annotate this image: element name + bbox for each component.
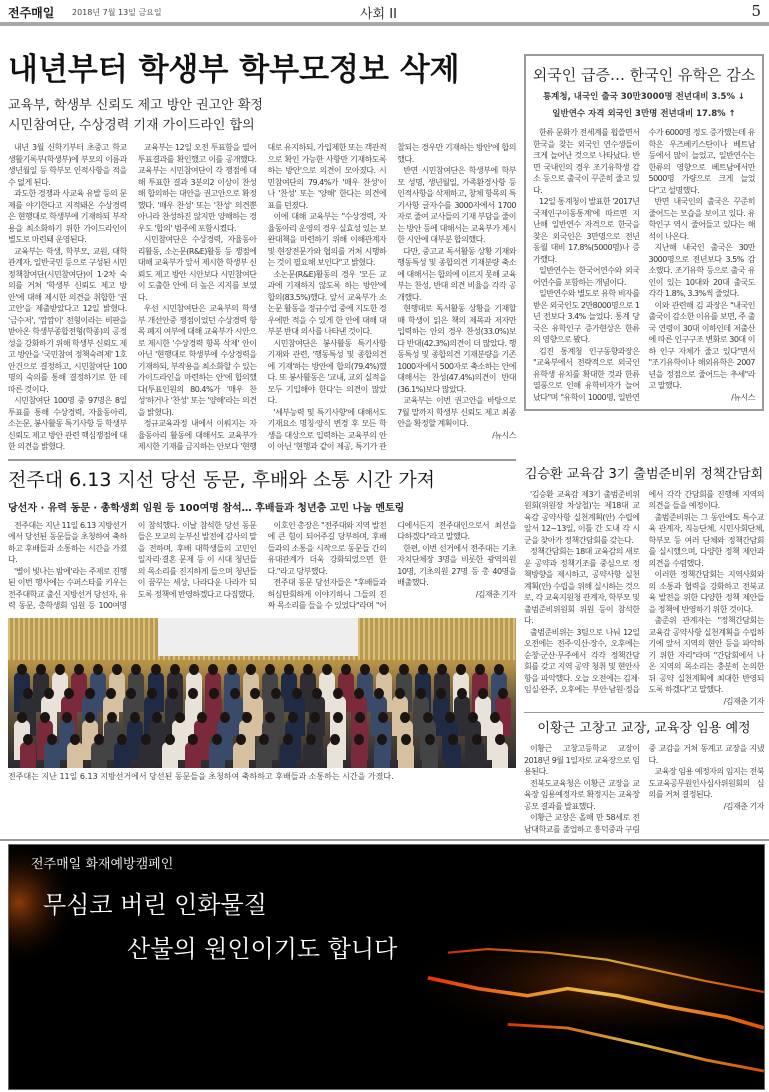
paragraph: 전북도교육청은 이황근 교장을 교육장 임용예정자로 확정지는 교육장 공모 결과를 발표했다.: [524, 778, 640, 811]
page-number: 5: [751, 2, 761, 20]
newspaper-logo: 전주매일: [8, 6, 55, 20]
person-head: [333, 712, 343, 723]
person-head: [360, 664, 370, 675]
person-head: [64, 688, 74, 699]
person-head: [141, 734, 151, 745]
top-band: [0, 28, 769, 453]
paragraph: 반면 내국인의 출국은 꾸준히 줄어드는 모습을 보이고 있다. 유학인구 역시 줄어들고 있다는 해석이 나온다.: [648, 197, 755, 241]
paragraph: 이러한 정책간담회는 지역사회와의 소통과 협력을 강화하고 전북교육 발전을 위한 다양한 정책 제안들을 정책에 반영하기 위한 것이다.: [648, 570, 764, 614]
person-head: [36, 664, 46, 675]
photo-caption: 전주대는 지난 11일 6.13 지방선거에서 당선된 동문들을 초청하여 축하하고 후배들과 소통하는 시간을 가졌다.: [8, 771, 394, 781]
box-headline: 외국인 급증… 한국인 유학은 감소: [532, 66, 756, 84]
person-head: [17, 712, 27, 723]
jeonju-univ-article: [8, 459, 516, 836]
paragraph: 이황근 고창고등학교 교장이 2018년 9월 1일자로 교육장으로 임용된다.: [524, 744, 640, 776]
person-head: [188, 688, 198, 699]
box-subhead-1: 통계청, 내국인 출국 30만3000명 전년대비 3.5% ↓: [542, 92, 746, 102]
person-head: [322, 664, 332, 675]
person-head: [236, 734, 246, 745]
person-head: [250, 688, 260, 699]
paragraph: '김승환 교육감 제3기 출범준비위원회(위원장 차상철)'는 제18대 교육감 공약사항 실천계획(안) 수립에 앞서 12~13일, 이틀 간 도내 각 시군을 찾아가 정책간담회를 갖는다.: [524, 489, 640, 545]
person-figure: [162, 742, 178, 768]
person-head: [283, 734, 293, 745]
paragraph: 12일 통계청이 발표한 '2017년 국제인구이동통계'에 따르면 지난해 일반연수 자격으로 한국을 찾은 외국인은 3만명으로 전년 동월 대비 17.8%(5000명)나 증가했다.: [533, 197, 640, 264]
photo-banner: [158, 618, 358, 656]
right-column-bottom: [524, 459, 764, 836]
paragraph: 일반연수는 한국어연수와 외국어연수를 포함하는 개념이다.: [533, 266, 640, 287]
person-figure: [327, 742, 343, 768]
person-figure: [492, 742, 508, 768]
person-figure: [67, 742, 83, 768]
person-head: [175, 712, 185, 723]
person-head: [112, 664, 122, 675]
person-head: [437, 664, 447, 675]
paragraph: 이와 관련해 김 과장은 "내국인 출국이 감소한 이유를 보면, 주 출국 연령이 30대 이하인데 저출산에 따른 인구구조 변화로 30대 이하 인구 자체가 줄고 있다"면서 "조기유학이나 해외유학은 2007년을 정점으로 줄어드는 추세"라고 말했다.: [648, 300, 755, 390]
paragraph: 과도한 경쟁과 사교육 유발 등의 문제를 야기한다고 지적돼온 수상경력은 현행대로 학생부에 기재하되 부작용을 최소화하기 위한 가이드라인이 별도로 마련돼 운영된다.: [8, 189, 127, 244]
main-subhead-1: 교육부, 학생부 신뢰도 제고 방안 권고안 확정: [8, 98, 263, 113]
person-head: [152, 712, 162, 723]
person-head: [472, 734, 482, 745]
person-figure: [138, 742, 154, 768]
person-head: [456, 664, 466, 675]
person-head: [478, 688, 488, 699]
principal-body: [524, 743, 764, 835]
paragraph: 시민참여단은 봉사활동 특기사항 기재와 관련, '행동특성 및 종합의견에 기재'하는 방안에 합의(79.4%)했다. 또 봉사활동은 '교내, 교외 실적을 모두 기입해야 한다'는 의견이 많았다.: [267, 338, 387, 405]
person-head: [400, 712, 410, 723]
ad-divider: [0, 839, 769, 841]
person-figure: [185, 742, 201, 768]
box-subhead-2: 일반연수 자격 외국인 3만명 전년대비 17.8% ↑: [552, 109, 736, 119]
person-head: [333, 688, 343, 699]
paragraph: 김진 통계청 인구동향과장은 "교육부에서 전략적으로 외국인 유학생 유치를 확대한 것과 한류 열풍으로 인해 유학비자가 늘어났다"며 "유학이 1000명, 일반연수가 6000명 정도 증가했는데 유학은 우즈베키스탄이나 베트남 등에서 많이 늘었고, 일반연수는 한류의 영향으로 베트남에서만 5000명 가량으로 크게 늘었다"고 설명했다.: [533, 128, 755, 402]
ad-slogan-line-1: 무심코 버린 인화물질: [43, 891, 267, 919]
paragraph: 교육장 임용 예정자의 임지는 전북도교육공무원인사심사위원회의 심의를 거쳐 결정된다.: [648, 767, 764, 799]
paragraph: 우선 시민참여단은 교육부의 학생부 개선안중 쟁점이었던 수상경력 항목 폐지 여부에 대해 교육부가 시안으로 제시한 '수상경력 항목 삭제' 안이 아닌 '현행대로 학생부에 수상경력을 기재하되, 부작용을 최소화할 수 있는 가이드라인을 마련하는 안'에 합의했다(투표인원의 80.4%가 '매우 찬성'하거나 '찬성' 또는 '양해'라는 의견을 밝혔다).: [137, 304, 257, 417]
ad-section: [0, 835, 769, 1092]
person-head: [416, 688, 426, 699]
foreign-students-box: [524, 54, 764, 411]
paragraph: '별이 빛나는 밤에'라는 주제로 진행된 이번 행사에는 수퍼스타를 키우는 전주대학교 출신 지방선거 당선자, 유력 동문, 총학생회 임원 등 100여명이 참석했다. 이날 참석한 당선 동문들은 모교의 눈부신 발전에 감사의 말을 전하며, 후배 대학생들의 고민인 일자리·결혼 문제 등 이 시대 청년들의 목소리를 진지하게 들으며 청년들이 꿈꾸는 세상, 나라다운 나라가 되도록 정책에 반영하겠다고 다짐했다.: [8, 520, 257, 610]
person-figure: [209, 742, 225, 768]
person-head: [170, 664, 180, 675]
person-figure: [91, 742, 107, 768]
education-chief-body: [524, 489, 764, 708]
person-head: [40, 712, 50, 723]
person-head: [242, 712, 252, 723]
person-head: [85, 712, 95, 723]
person-head: [494, 664, 504, 675]
person-head: [265, 664, 275, 675]
person-head: [230, 688, 240, 699]
person-head: [475, 664, 485, 675]
person-figure: [351, 742, 367, 768]
section-title: 사회 II: [360, 7, 397, 22]
person-figure: [445, 742, 461, 768]
person-figure: [44, 742, 60, 768]
paragraph: 소논문(R&E)활동의 경우 '모든 교과에 기재하지 않도록 하는 방안'에 합의(83.5%)했다. 앞서 교육부가 소논문 활동을 정규수업 중에 지도한 경우에만 적을 수 있게 한 안에 대해 대부분 반대 의사를 나타낸 것이다.: [267, 269, 387, 336]
person-head: [126, 688, 136, 699]
paragraph: 내년 3월 신학기부터 초중고 학교생활기록부(학생부)에 부모의 이름과 생년월일 등 학부모 인적사항을 적을 수 없게 된다.: [8, 143, 127, 187]
paragraph: 교육부는 학생, 학부모, 교원, 대학 관계자, 일반국민 등으로 구성된 시민정책참여단(시민참여단)이 1·2차 숙의를 거쳐 '학생부 신뢰도 제고 방안'에 대해 제시한 의견을 취합한 '권고안'을 제출받았다고 12일 밝혔다. '금수저', '깜깜이' 전형이라는 비판을 받아온 학생부종합전형(학종)의 공정성을 강화하기 위해 학생부 신뢰도 제고 방안을 '국민참여 정책숙려제' 1호 안건으로 결정하고, 시민참여단 100명의 숙의를 통해 결정하기로 한 데 따른 것이다.: [8, 246, 127, 394]
person-figure: [256, 742, 272, 768]
paragraph: 반면 시민참여단은 학생부에 학부모 성명, 생년월일, 가족환경사항 등 인적사항을 삭제하고, 창체 항목의 특기사항 글자수를 3000자에서 1700자로 줄여 교사들의 기재 부담을 줄이는 방안 등에 대해서는 교육부가 제시한 시안에 대부분 합의했다.: [397, 166, 516, 244]
paragraph: 출범준비위는 3팀으로 나눠 12일 오전에는 전주·익산·장수, 오후에는 순창·군산·무주에서 각각 정책간담회를 갖고 지역 공약 청취 및 현안사항을 파악했다. 오늘 오전에는 김제·임실·완주, 오후에는 부안·남원·정읍에서 각각 간담회를 진행해 지역의 의견을 들을 예정이다.: [524, 489, 764, 694]
paragraph: 이황근 교장은 올해 만 58세로 전남대학교를 졸업하고 흥덕중과 구림중 교감을 거쳐 동계고 교장을 지냈다.: [524, 744, 764, 834]
person-head: [374, 688, 384, 699]
paragraph: 다만, 중고교 독서활동 상황 기재와 행동특성 및 종합의견 기재분량 축소에 대해서는 합의에 이르지 못해 교육부는 찬성, 반대 의견 비율을 각각 공개했다.: [397, 246, 516, 302]
person-head: [23, 688, 33, 699]
paragraph: 전주대는 지난 11일 6.13 지방선거에서 당선된 동문들을 초청하여 축하하고 후배들과 소통하는 시간을 가졌다.: [8, 520, 127, 564]
person-head: [131, 664, 141, 675]
person-head: [423, 712, 433, 723]
person-head: [457, 688, 467, 699]
person-head: [377, 734, 387, 745]
person-head: [378, 712, 388, 723]
person-head: [418, 664, 428, 675]
person-head: [209, 688, 219, 699]
person-head: [85, 688, 95, 699]
person-head: [265, 712, 275, 723]
person-figure: [374, 742, 390, 768]
person-head: [55, 664, 65, 675]
person-figure: [20, 742, 36, 768]
person-head: [498, 688, 508, 699]
person-head: [445, 712, 455, 723]
paragraph: 교육부는 12일 오전 투표함을 열어 투표결과를 확인했고 이를 공개했다. 교육부는 시민참여단이 각 쟁점에 대해 투표한 결과 3분의2 이상이 찬성해 합의하는 대안을 권고안으로 확정했다. '매우 찬성' 또는 '찬성' 의견뿐 아니라 찬성하진 않지만 양해하는 경우도 '합의' 범주에 포함시켰다.: [137, 143, 257, 233]
person-head: [355, 712, 365, 723]
person-head: [147, 688, 157, 699]
box-body: [533, 127, 755, 403]
person-head: [259, 734, 269, 745]
person-head: [425, 734, 435, 745]
person-head: [284, 664, 294, 675]
issue-date: 2018년 7월 13일 금요일: [72, 8, 162, 17]
paragraph: 이호인 총장은 "전주대와 지역 발전에 큰 힘이 되어주길 당부하며, 후배들과의 소통을 시작으로 동문들 간의 유대관계가 더욱 강화되었으면 한다."라고 당부했다.: [267, 520, 387, 576]
jeonju-univ-headline: 전주대 6.13 지선 당선 동문, 후배와 소통 시간 가져: [8, 468, 436, 491]
paragraph: 시민참여단 100명 중 97명은 8일 투표를 통해 수상경력, 자율동아리, 소논문, 봉사활동 특기사항 등 학생부 신뢰도 제고 방안 관련 핵심쟁점에 대한 의견을 밝혔다.: [8, 396, 127, 451]
person-head: [271, 688, 281, 699]
person-head: [354, 688, 364, 699]
person-head: [436, 688, 446, 699]
paragraph: 출범준비위는 그 동안에도 특수교육 관계자, 직능단체, 시민사회단체, 학부모 등 여러 단체와 정책간담회를 실시했으며, 다양한 정책 제안과 의견을 수렴했다.: [648, 512, 764, 568]
main-headline: 내년부터 학생부 학부모정보 삭제: [8, 52, 460, 88]
main-article: [8, 28, 516, 453]
person-head: [395, 688, 405, 699]
paragraph: 교육부는 이번 권고안을 바탕으로 7월 말까지 학생부 신뢰도 제고 최종안을 확정할 계획이다.: [397, 396, 516, 428]
person-head: [379, 664, 389, 675]
section-divider: [8, 459, 516, 461]
person-head: [399, 664, 409, 675]
paragraph: 전주대 동문 당선자들은 "후배들과 허심탄회하게 이야기하니 그들의 진짜 목소리를 들을 수 있었다"라며 "어디에서든지 전주대인으로서 최선을 다하겠다"라고 말했다.: [267, 520, 516, 610]
person-figure: [422, 742, 438, 768]
person-figure: [469, 742, 485, 768]
ad-slogan-line-2: 산불의 원인이기도 합니다: [127, 935, 398, 963]
person-head: [212, 734, 222, 745]
paragraph: 정규교육과정 내에서 이뤄지는 자율동아리 활동에 대해서도 교육부가 제시한 기재를 금지하는 안보다 '현행대로 유지하되, 가입제한 또는 객관적으로 확인 가능한 사항만 기재하도록 하는 방안'으로 의견이 모아졌다. 시민참여단의 79.4%가 '매우 찬성'이나 '찬성' 또는 '양해' 한다는 의견에 표를 던졌다.: [137, 143, 387, 451]
page-header: [0, 0, 769, 28]
person-head: [448, 734, 458, 745]
byline: /뉴시스: [492, 430, 516, 440]
person-head: [292, 688, 302, 699]
paragraph: 정책간담회는 18대 교육감의 새로운 공약과 정책기조를 중심으로 정책방향을 제시하고, 공약사항 실천계획(안) 수립을 위해 실시하는 것으로, 각 교육지원청 관계자, 학부모 및 출범준비위원회 위원 등이 참석한다.: [524, 547, 640, 625]
person-head: [17, 664, 27, 675]
person-head: [23, 734, 33, 745]
paragraph: 지난해 내국인 출국은 30만3000명으로 전년보다 3.5% 감소했다. 조기유학 등으로 출국 유인이 있는 10대와 20대 출국도 각각 1.8%, 3.3%씩 줄었다.: [648, 243, 755, 298]
person-head: [197, 712, 207, 723]
person-head: [490, 712, 500, 723]
person-head: [130, 712, 140, 723]
byline: /김재춘 기자: [723, 801, 764, 811]
person-head: [354, 734, 364, 745]
fire-prevention-ad: [8, 844, 765, 1090]
wildfire-image: [9, 845, 764, 1089]
main-article-body: [8, 142, 516, 453]
person-head: [306, 734, 316, 745]
paragraph: 한편, 이번 선거에서 전주대는 기초자치단체장 3명을 비롯한 광역의원 10명, 기초의원 27명 등 총 40명을 배출했다.: [397, 543, 516, 587]
person-head: [246, 664, 256, 675]
person-head: [168, 688, 178, 699]
person-head: [151, 664, 161, 675]
byline: /김재춘 기자: [723, 696, 764, 706]
person-head: [93, 664, 103, 675]
group-photo: [8, 618, 516, 768]
person-head: [208, 664, 218, 675]
principal-headline: 이황근 고창고 교장, 교육장 임용 예정: [537, 721, 751, 736]
right-column-top: [524, 28, 764, 453]
person-figure: [303, 742, 319, 768]
person-figure: [398, 742, 414, 768]
person-head: [401, 734, 411, 745]
person-head: [188, 734, 198, 745]
middle-band: [0, 459, 769, 836]
paragraph: '세부능력 및 특기사항'에 대해서도 기재요소 명칭·양식 변경 후 모든 학생을 대상으로 입력하는 교육부의 안이 아닌 '현행과 같이 제공, 특기가 관찰되는 경우만 기재하는 방안'에 합의했다.: [267, 143, 516, 451]
paragraph: 일반연수와 별도로 유학 비자를 받은 외국인도 2만8000명으로 1년 전보다 3.4% 늘었다. 통계 당국은 유학인구 증가현상은 한류의 영향으로 봤다.: [533, 289, 640, 344]
person-head: [165, 734, 175, 745]
person-figure: [233, 742, 249, 768]
person-head: [94, 734, 104, 745]
paragraph: 현행대로 독서활동 상황을 기재할 때 학생이 읽은 책의 제목과 저자만 입력하는 안의 경우 찬성(33.0%)보다 반대(42.3%)의견이 더 많았다. 행동특성 및 종합의견 기재분량을 기존 1000자에서 500자로 축소하는 안에 대해서는 찬성(47.4%)의견이 반대(36.1%)보다 많았다.: [397, 304, 516, 394]
person-head: [220, 712, 230, 723]
paragraph: 이에 대해 교육부는 "수상경력, 자율동아리 운영의 경우 실효성 있는 보완대책을 마련하기 위해 이해관계자 및 현장전문가와 협의를 거쳐 시행하는 것이 필요해 보인다"고 밝혔다.: [267, 212, 387, 267]
article-divider: [524, 712, 764, 713]
jeonju-univ-subhead: 당선자 · 유력 동문 · 총학생회 임원 등 100여명 참석… 후배들과 청년층 고민 나눔 멘토링: [8, 502, 405, 514]
person-head: [47, 734, 57, 745]
byline: /김재춘 기자: [475, 589, 516, 599]
paragraph: 한류 문화가 전세계를 휩쓸면서 한국을 찾는 외국인 연수생들이 크게 늘어난 것으로 나타났다. 반면 국내인의 경우 조기유학생 감소 등으로 출국이 꾸준히 줄고 있다.: [533, 128, 640, 195]
person-head: [70, 734, 80, 745]
person-head: [312, 688, 322, 699]
person-head: [44, 688, 54, 699]
person-head: [468, 712, 478, 723]
person-figure: [114, 742, 130, 768]
person-head: [495, 734, 505, 745]
person-head: [330, 734, 340, 745]
person-head: [74, 664, 84, 675]
paragraph: 시민참여단은 수상경력, 자율동아리활동, 소논문(R&E)활동 등 쟁점에 대해 교육부가 앞서 제시한 학생부 신뢰도 제고 방안 시안보다 시민참여단이 도출한 안에 더 높은 지지를 보였다.: [137, 235, 257, 302]
person-figure: [280, 742, 296, 768]
education-chief-headline: 김승환 교육감 3기 출범준비위 정책간담회: [524, 466, 764, 482]
person-head: [106, 688, 116, 699]
campaign-label: 전주매일 화재예방캠페인: [31, 857, 174, 872]
person-head: [107, 712, 117, 723]
paragraph: 출준위 관계자는 "정책간담회는 교육감 공약사항 실천계획을 수립하기에 앞서 지역의 현안 등을 파악하기 위한 자리"라며 "간담회에서 나온 지역의 목소리는 충분히 논의한 뒤 공약 실천계획에 최대한 반영되도록 하겠다"고 말했다.: [648, 616, 764, 694]
jeonju-univ-body: [8, 520, 516, 612]
person-head: [189, 664, 199, 675]
person-head: [288, 712, 298, 723]
byline: /뉴시스: [731, 392, 755, 402]
header-divider: [0, 22, 769, 26]
person-head: [227, 664, 237, 675]
person-head: [341, 664, 351, 675]
person-head: [303, 664, 313, 675]
person-head: [310, 712, 320, 723]
main-subhead-2: 시민참여단, 수상경력 기재 가이드라인 합의: [8, 118, 255, 133]
person-head: [62, 712, 72, 723]
